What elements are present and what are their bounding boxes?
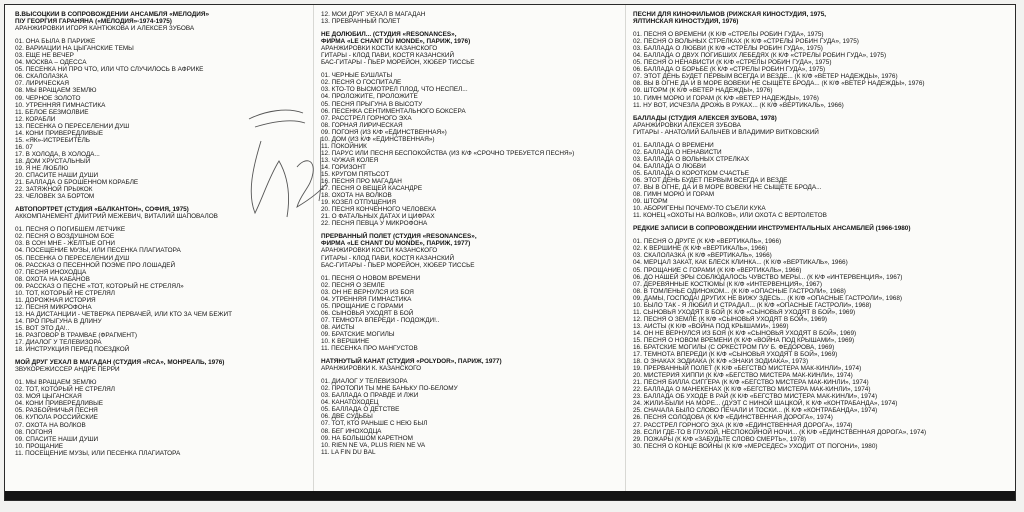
track-item: 05. РАЗБОЙНИЧЬЯ ПЕСНЯ xyxy=(15,407,98,415)
track-item: 03. БАЛЛАДА О ЛЮБВИ (К К/Ф «СТРЕЛЫ РОБИН ГУДА», 1975) xyxy=(633,45,823,53)
track-item: 12. МОЙ ДРУГ УЕХАЛ В МАГАДАН xyxy=(321,11,426,18)
track-item: 03. БАЛЛАДА О ПРАВДЕ И ЛЖИ xyxy=(321,392,419,400)
track-item: 15. ВОТ ЭТО ДА!.. xyxy=(15,324,70,332)
track-item: 07. ЛИРИЧЕСКАЯ xyxy=(15,80,70,88)
track-item: 07. ПЕСНЯ ИНОХОДЦА xyxy=(15,268,87,276)
album-heading: П/У ГЕОРГИЯ ГАРАНЯНА («МЕЛОДИЯ»-1974-1975) xyxy=(15,18,172,26)
track-item: 10. ДОМ (ИЗ К/Ф «ЕДИНСТВЕННАЯ») xyxy=(321,135,435,143)
track-item: 21. ПЕСНЯ БИЛЛА СИГГЕРА (К К/Ф «БЕГСТВО МИСТЕРА МАК-КИНЛИ», 1974) xyxy=(633,379,869,387)
album-section xyxy=(633,11,1009,109)
track-item: 06. РАССКАЗ О ПЕСЕННОЙ ПОЭМЕ ПРО ЛОШАДЕЙ xyxy=(15,261,176,269)
track-item: 06. СЫНОВЬЯ УХОДЯТ В БОЙ xyxy=(321,309,414,317)
track-item: 10. К ВЕРШИНЕ xyxy=(321,338,370,346)
track-item: 01. МЫ ВРАЩАЕМ ЗЕМЛЮ xyxy=(15,379,97,387)
track-list xyxy=(633,31,1009,109)
album-credit: АРАНЖИРОВКИ КОСТИ КАЗАНСКОГО xyxy=(321,247,438,255)
track-item: 10. УТРЕННЯЯ ГИМНАСТИКА xyxy=(15,101,106,109)
fold-line-right xyxy=(625,5,626,500)
track-item: 04. БАЛЛАДА О ДВУХ ПОГИБШИХ ЛЕБЕДЯХ (К К/Ф «СТРЕЛЫ РОБИН ГУДА», 1975) xyxy=(633,52,887,60)
track-item: 27. РАССТРЕЛ ГОРНОГО ЭХА (К К/Ф «ЕДИНСТВЕННАЯ ДОРОГА», 1974) xyxy=(633,421,853,429)
track-item: 03. БАЛЛАДА О ВОЛЬНЫХ СТРЕЛКАХ xyxy=(633,155,750,163)
track-item: 04. ПРОЛОЖИТЕ, ПРОЛОЖИТЕ xyxy=(321,93,418,101)
track-item: 08. БЕГ ИНОХОДЦА xyxy=(321,427,382,435)
track-item: 14. ГОРИЗОНТ xyxy=(321,163,366,171)
track-item: 13. ПЕСЕНКА О ПЕРЕСЕЛЕНИИ ДУШ xyxy=(15,122,130,130)
track-item: 09. НА БОЛЬШОМ КАРЕТНОМ xyxy=(321,434,413,442)
album-credit: ГИТАРЫ - КЛОД ПАВИ, КОСТЯ КАЗАНСКИЙ xyxy=(321,52,455,60)
track-item: 05. ПРОЩАНИЕ С ГОРАМИ xyxy=(321,302,404,310)
track-item: 04. КОНИ ПРИВЕРЕДЛИВЫЕ xyxy=(15,400,104,408)
track-item: 20. СПАСИТЕ НАШИ ДУШИ xyxy=(15,172,99,180)
autograph-signature xyxy=(235,97,335,227)
track-item: 15. «ЯК»-ИСТРЕБИТЕЛЬ xyxy=(15,136,90,144)
album-section xyxy=(321,233,621,352)
track-item: 30. ПЕСНЯ О КОНЦЕ ВОЙНЫ (К К/Ф «МЕРСЕДЕС» УХОДИТ ОТ ПОГОНИ», 1980) xyxy=(633,442,878,450)
track-item: 01. ПЕСНЯ О ДРУГЕ (К К/Ф «ВЕРТИКАЛЬ», 1966) xyxy=(633,238,782,246)
track-item: 26. ПЕСНЯ СОЛОДОВА (К К/Ф «ЕДИНСТВЕННАЯ ДОРОГА», 1974) xyxy=(633,414,833,422)
track-item: 22. ПЕСНЯ ПЕВЦА У МИКРОФОНА xyxy=(321,220,428,228)
track-item: 02. К ВЕРШИНЕ (К К/Ф «ВЕРТИКАЛЬ», 1966) xyxy=(633,245,768,253)
track-item: 02. ПЕСНЯ О ЗЕМЛЕ xyxy=(321,281,385,289)
track-item: 04. МЕРЦАЛ ЗАКАТ, КАК БЛЕСК КЛИНКА... (К К/Ф «ВЕРТИКАЛЬ», 1966) xyxy=(633,259,848,267)
album-section xyxy=(15,206,313,353)
track-item: 11. КОНЕЦ «ОХОТЫ НА ВОЛКОВ», ИЛИ ОХОТА С ВЕРТОЛЕТОВ xyxy=(633,212,827,220)
track-item: 07. ЭТОТ ДЕНЬ БУДЕТ ПЕРВЫМ ВСЕГДА И ВЕЗДЕ... (К К/Ф «ВЕТЕР НАДЕЖДЫ», 1976) xyxy=(633,73,898,81)
track-item: 11. ПОКОЙНИК xyxy=(321,142,367,150)
track-item: 03. В СОН МНЕ - ЖЕЛТЫЕ ОГНИ xyxy=(15,240,116,248)
column-middle xyxy=(321,11,621,462)
track-item: 05. ПЕСЕНКА О ПЕРЕСЕЛЕНИИ ДУШ xyxy=(15,254,130,262)
track-item: 01. ПЕСНЯ О ПОГИБШЕМ ЛЕТЧИКЕ xyxy=(15,226,126,234)
track-item: 13. АИСТЫ (К К/Ф «ВОЙНА ПОД КРЫШАМИ», 1969) xyxy=(633,322,789,330)
track-item: 10. ГИМН МОРЮ И ГОРАМ (К К/Ф «ВЕТЕР НАДЕЖДЫ», 1976) xyxy=(633,94,819,102)
track-list xyxy=(633,142,1009,220)
album-credit: АККОМПАНЕМЕНТ ДМИТРИЙ МЕЖЕВИЧ, ВИТАЛИЙ ШАПОВАЛОВ xyxy=(15,213,218,221)
track-item: 12. ПЕСНЯ О ЗЕМЛЕ (К К/Ф «СЫНОВЬЯ УХОДЯТ В БОЙ», 1969) xyxy=(633,315,828,323)
booklet-spread xyxy=(4,4,1016,501)
track-item: 05. БАЛЛАДА О ДЕТСТВЕ xyxy=(321,406,400,414)
album-heading: РЕДКИЕ ЗАПИСИ В СОПРОВОЖДЕНИИ ИНСТРУМЕНТАЛЬНЫХ АНСАМБЛЕЙ (1966-1980) xyxy=(633,225,911,233)
column-left xyxy=(15,11,313,463)
track-item: 01. БАЛЛАДА О ВРЕМЕНИ xyxy=(633,141,714,149)
album-heading: МОЙ ДРУГ УЕХАЛ В МАГАДАН (СТУДИЯ «RCA», МОНРЕАЛЬ, 1976) xyxy=(15,359,225,367)
album-heading: ПЕСНИ ДЛЯ КИНОФИЛЬМОВ (РИЖСКАЯ КИНОСТУДИЯ, 1975, xyxy=(633,11,827,18)
track-list xyxy=(321,275,621,353)
track-item: 10. АБОРИГЕНЫ ПОЧЕМУ-ТО СЪЕЛИ КУКА xyxy=(633,205,766,213)
album-credit: ГИТАРЫ - АНАТОЛИЙ БАЛЬЧЕВ И ВЛАДИМИР ВИТКОВСКИЙ xyxy=(633,128,819,136)
track-item: 21. О ФАТАЛЬНЫХ ДАТАХ И ЦИФРАХ xyxy=(321,213,435,221)
track-item: 07. РАССТРЕЛ ГОРНОГО ЭХА xyxy=(321,114,412,122)
album-section xyxy=(15,359,313,457)
album-heading: НАТЯНУТЫЙ КАНАТ (СТУДИЯ «POLYDOR», ПАРИЖ, 1977) xyxy=(321,358,502,366)
track-list xyxy=(15,379,313,457)
track-item: 17. ТЕМНОТА ВПЕРЕДИ (К К/Ф «СЫНОВЬЯ УХОДЯТ В БОЙ», 1969) xyxy=(633,351,838,359)
track-item: 03. МОЯ ЦЫГАНСКАЯ xyxy=(15,393,82,401)
track-item: 09. ДАМЫ, ГОСПОДА! ДРУГИХ НЕ ВИЖУ ЗДЕСЬ... (К К/Ф «ОПАСНЫЕ ГАСТРОЛИ», 1968) xyxy=(633,294,903,302)
track-item: 05. ПРОЩАНИЕ С ГОРАМИ (К К/Ф «ВЕРТИКАЛЬ», 1966) xyxy=(633,266,802,274)
track-item: 15. КРУГОМ ПЯТЬСОТ xyxy=(321,170,390,178)
album-heading: НЕ ДОЛЮБИЛ... (СТУДИЯ «RESONANCES», xyxy=(321,31,457,39)
track-item: 06. КУПОЛА РОССИЙСКИЕ xyxy=(15,414,98,422)
album-credit: АРАНЖИРОВКИ К. КАЗАНСКОГО xyxy=(321,365,422,373)
track-item: 04. МОСКВА – ОДЕССА xyxy=(15,59,87,67)
album-credit: БАС-ГИТАРЫ - ПЬЕР МОРЕЙОН, ХЮБЕР ТИССЬЕ xyxy=(321,261,475,269)
track-item: 14. ОН НЕ ВЕРНУЛСЯ ИЗ БОЯ (К К/Ф «СЫНОВЬЯ УХОДЯТ В БОЙ», 1969) xyxy=(633,329,857,337)
track-item: 05. ПЕСЕНКА НИ ПРО ЧТО, ИЛИ ЧТО СЛУЧИЛОСЬ В АФРИКЕ xyxy=(15,66,204,74)
track-list xyxy=(321,11,621,25)
track-item: 06. ДО НАШЕЙ ЭРЫ СОБЛЮДАЛОСЬ ЧУВСТВО МЕРЫ... (К К/Ф «ИНТЕРВЕНЦИЯ», 1967) xyxy=(633,273,903,281)
track-item: 06. ЭТОТ ДЕНЬ БУДЕТ ПЕРВЫМ ВСЕГДА И ВЕЗДЕ xyxy=(633,176,788,184)
track-item: 04. КАНАТОХОДЕЦ xyxy=(321,399,379,407)
bottom-black-band xyxy=(5,491,1015,500)
album-credit: ГИТАРЫ - КЛОД ПАВИ, КОСТЯ КАЗАНСКИЙ xyxy=(321,254,455,262)
track-item: 19. ПРЕРВАННЫЙ ПОЛЕТ (К К/Ф «БЕГСТВО МИСТЕРА МАК-КИНЛИ», 1974) xyxy=(633,365,862,373)
track-item: 08. ВЫ В ОГНЕ ДА И В МОРЕ ВОВЕКИ НЕ СЫЩЕТЕ БРОДА... (К К/Ф «ВЕТЕР НАДЕЖДЫ», 1976) xyxy=(633,80,925,88)
track-item: 04. УТРЕННЯЯ ГИМНАСТИКА xyxy=(321,295,412,303)
track-item: 05. ПЕСНЯ О НЕНАВИСТИ (К К/Ф «СТРЕЛЫ РОБИН ГУДА», 1975) xyxy=(633,59,832,67)
track-item: 14. ПРО ПРЫГУНА В ДЛИНУ xyxy=(15,317,102,325)
track-item: 17. ПЕСНЯ О ВЕЩЕЙ КАСАНДРЕ xyxy=(321,185,423,193)
track-item: 20. ПЕСНЯ КОНЧЕННОГО ЧЕЛОВЕКА xyxy=(321,206,437,214)
track-item: 09. ШТОРМ (К К/Ф «ВЕТЕР НАДЕЖДЫ», 1976) xyxy=(633,87,773,95)
track-item: 01. ПЕСНЯ О НОВОМ ВРЕМЕНИ xyxy=(321,274,421,282)
track-item: 04. ПОСЕЩЕНИЕ МУЗЫ, ИЛИ ПЕСЕНКА ПЛАГИАТОРА xyxy=(15,247,181,255)
track-item: 08. ГОРНАЯ ЛИРИЧЕСКАЯ xyxy=(321,121,403,129)
track-list xyxy=(321,72,621,227)
track-item: 09. ШТОРМ xyxy=(633,198,668,206)
track-item: 24. ЖИЛИ-БЫЛИ НА МОРЕ... (ДУЭТ С НИНОЙ ШАЦКОЙ, К К/Ф «КОНТРАБАНДА», 1974) xyxy=(633,400,898,408)
track-item: 14. КОНИ ПРИВЕРЕДЛИВЫЕ xyxy=(15,129,104,137)
track-item: 10. ТОТ, КОТОРЫЙ НЕ СТРЕЛЯЛ xyxy=(15,289,115,297)
track-item: 16. БРАТСКИЕ МОГИЛЫ (С ОРКЕСТРОМ П/У Б. ФЕДОРОВА, 1969) xyxy=(633,344,835,352)
album-section xyxy=(321,358,621,456)
track-item: 10. RIEN NE VA, PLUS RIEN NE VA xyxy=(321,441,426,449)
track-item: 07. ДЕРЕВЯННЫЕ КОСТЮМЫ (К К/Ф «ИНТЕРВЕНЦИЯ», 1967) xyxy=(633,280,822,288)
track-item: 09. ПОГОНЯ (ИЗ К/Ф «ЕДИНСТВЕННАЯ») xyxy=(321,128,447,136)
track-item: 11. LA FIN DU BAL xyxy=(321,448,376,456)
track-item: 06. БАЛЛАДА О БОРЬБЕ (К К/Ф «СТРЕЛЫ РОБИН ГУДА», 1975) xyxy=(633,66,826,74)
album-heading: В.ВЫСОЦКИЙ В СОПРОВОЖДЕНИИ АНСАМБЛЯ «МЕЛОДИЯ» xyxy=(15,11,210,18)
track-item: 10. БЫЛО ТАК - Я ЛЮБИЛ И СТРАДАЛ... (К К/Ф «ОПАСНЫЕ ГАСТРОЛИ», 1968) xyxy=(633,301,872,309)
track-item: 22. БАЛЛАДА О МАНЕКЕНАХ (К К/Ф «БЕГСТВО МИСТЕРА МАК-КИНЛИ», 1974) xyxy=(633,386,871,394)
track-item: 23. БАЛЛАДА ОБ УХОДЕ В РАЙ (К К/Ф «БЕГСТВО МИСТЕРА МАК-КИНЛИ», 1974) xyxy=(633,393,878,401)
track-item: 02. ПЕСНЯ О ВОЗДУШНОМ БОЕ xyxy=(15,233,115,241)
track-item: 25. СНАЧАЛА БЫЛО СЛОВО ПЕЧАЛИ И ТОСКИ... (К К/Ф «КОНТРАБАНДА», 1974) xyxy=(633,407,878,415)
album-section xyxy=(321,11,621,25)
fold-line-left xyxy=(313,5,314,500)
track-item: 07. ВЫ В ОГНЕ, ДА И В МОРЕ ВОВЕКИ НЕ СЫЩЕТЕ БРОДА... xyxy=(633,184,822,192)
album-credit: АРАНЖИРОВКИ АЛЕКСЕЯ ЗУБОВА xyxy=(633,121,741,129)
track-item: 08. МЫ ВРАЩАЕМ ЗЕМЛЮ xyxy=(15,87,97,95)
track-item: 16. ПЕСНЯ ПРО МАГАДАН xyxy=(321,178,402,186)
track-item: 18. ОХОТА НА ВОЛКОВ xyxy=(321,192,392,200)
track-item: 22. ЗАТЯЖНОЙ ПРЫЖОК xyxy=(15,186,93,194)
album-heading: АВТОПОРТРЕТ (СТУДИЯ «БАЛКАНТОН», СОФИЯ, 1975) xyxy=(15,206,189,214)
track-item: 12. КОРАБЛИ xyxy=(15,115,56,123)
album-section xyxy=(321,31,621,227)
track-item: 03. СКАЛОЛАЗКА (К К/Ф «ВЕРТИКАЛЬ», 1966) xyxy=(633,252,772,260)
track-item: 02. БАЛЛАДА О НЕНАВИСТИ xyxy=(633,148,722,156)
track-item: 02. ПЕСНЯ О ВОЛЬНЫХ СТРЕЛКАХ (К К/Ф «СТРЕЛЫ РОБИН ГУДА», 1975) xyxy=(633,38,859,46)
track-item: 07. ТОТ, КТО РАНЬШЕ С НЕЮ БЫЛ xyxy=(321,420,428,428)
album-credit: АРАНЖИРОВКИ КОСТИ КАЗАНСКОГО xyxy=(321,45,438,53)
track-item: 02. ПЕСНЯ О ГОСПИТАЛЕ xyxy=(321,79,402,87)
track-item: 08. ПОГОНЯ xyxy=(15,428,53,436)
track-item: 17. В ХОЛОДА, В ХОЛОДА... xyxy=(15,150,100,158)
track-item: 10. ПРОЩАНИЕ xyxy=(15,442,64,450)
album-section xyxy=(633,115,1009,220)
track-item: 23. ЧЕЛОВЕК ЗА БОРТОМ xyxy=(15,193,95,201)
track-item: 03. КТО-ТО ВЫСМОТРЕЛ ПЛОД, ЧТО НЕСПЕЛ... xyxy=(321,86,468,94)
track-item: 18. О ЗНАКАХ ЗОДИАКА (К К/Ф «ЗНАКИ ЗОДИАКА», 1973) xyxy=(633,358,809,366)
album-heading: БАЛЛАДЫ (СТУДИЯ АЛЕКСЕЯ ЗУБОВА, 1978) xyxy=(633,114,777,122)
track-item: 09. РАССКАЗ О ПЕСНЕ «ТОТ, КОТОРЫЙ НЕ СТРЕЛЯЛ» xyxy=(15,282,184,290)
track-item: 09. БРАТСКИЕ МОГИЛЫ xyxy=(321,330,395,338)
track-item: 04. БАЛЛАДА О ЛЮБВИ xyxy=(633,162,706,170)
track-item: 05. ПЕСНЯ ПРЫГУНА В ВЫСОТУ xyxy=(321,100,423,108)
track-item: 12. ПЕСНЯ МИКРОФОНА xyxy=(15,303,92,311)
album-heading: ЯЛТИНСКАЯ КИНОСТУДИЯ, 1976) xyxy=(633,18,739,26)
track-item: 08. АИСТЫ xyxy=(321,323,355,331)
track-item: 11. НУ ВОТ, ИСЧЕЗЛА ДРОЖЬ В РУКАХ... (К К/Ф «ВЕРТИКАЛЬ», 1966) xyxy=(633,101,844,109)
track-item: 09. СПАСИТЕ НАШИ ДУШИ xyxy=(15,435,99,443)
track-list xyxy=(15,226,313,353)
track-item: 02. ВАРИАЦИИ НА ЦЫГАНСКИЕ ТЕМЫ xyxy=(15,45,134,53)
album-credit: ЗВУКОРЕЖИССЕР АНДРЕ ПЕРРИ xyxy=(15,366,120,374)
track-list xyxy=(633,238,1009,449)
track-item: 21. БАЛЛАДА О БРОШЕННОМ КОРАБЛЕ xyxy=(15,179,139,187)
track-item: 02. ПРОТОПИ ТЫ МНЕ БАНЬКУ ПО-БЕЛОМУ xyxy=(321,385,458,393)
track-item: 13. ПРЕВРАННЫЙ ПОЛЕТ xyxy=(321,18,401,26)
track-item: 11. БЕЛОЕ БЕЗМОЛВИЕ xyxy=(15,108,89,116)
track-item: 08. ОХОТА НА КАБАНОВ xyxy=(15,275,90,283)
track-item: 16. 07 xyxy=(15,143,33,151)
track-item: 03. ОН НЕ ВЕРНУЛСЯ ИЗ БОЯ xyxy=(321,288,414,296)
track-item: 11. СЫНОВЬЯ УХОДЯТ В БОЙ (К К/Ф «СЫНОВЬЯ УХОДЯТ В БОЙ», 1969) xyxy=(633,308,856,316)
track-item: 02. ТОТ, КОТОРЫЙ НЕ СТРЕЛЯЛ xyxy=(15,386,115,394)
track-item: 06. ПЕСЕНКА СЕНТИМЕНТАЛЬНОГО БОКСЕРА xyxy=(321,107,466,115)
track-item: 12. ПАРУС ИЛИ ПЕСНЯ БЕСПОКОЙСТВА (ИЗ К/Ф «СРОЧНО ТРЕБУЕТСЯ ПЕСНЯ») xyxy=(321,149,575,157)
track-item: 11. ДОРОЖНАЯ ИСТОРИЯ xyxy=(15,296,96,304)
track-item: 19. Я НЕ ЛЮБЛЮ xyxy=(15,164,69,172)
album-credit: АРАНЖИРОВКИ ИГОРЯ КАНТЮКОВА И АЛЕКСЕЯ ЗУБОВА xyxy=(15,25,195,33)
track-item: 01. ЧЕРНЫЕ БУШЛАТЫ xyxy=(321,72,393,80)
album-heading: ФИРМА «LE CHANT DU MONDE», ПАРИЖ, 1977) xyxy=(321,240,471,248)
column-right xyxy=(633,11,1009,456)
track-item: 03. ЕЩЕ НЕ ВЕЧЕР xyxy=(15,52,74,60)
album-heading: ПРЕРВАННЫЙ ПОЛЕТ (СТУДИЯ «RESONANCES», xyxy=(321,233,477,241)
track-item: 01. ПЕСНЯ О ВРЕМЕНИ (К К/Ф «СТРЕЛЫ РОБИН ГУДА», 1975) xyxy=(633,31,824,39)
track-item: 06. СКАЛОЛАЗКА xyxy=(15,73,68,81)
track-item: 19. КОЗЕЛ ОТПУЩЕНИЯ xyxy=(321,199,396,207)
track-item: 05. БАЛЛАДА О КОРОТКОМ СЧАСТЬЕ xyxy=(633,169,749,177)
track-item: 01. ОНА БЫЛА В ПАРИЖЕ xyxy=(15,38,96,46)
track-item: 07. ТЕМНОТА ВПЕРЕДИ - ПОДОЖДИ!.. xyxy=(321,316,440,324)
album-heading: ФИРМА «LE CHANT DU MONDE», ПАРИЖ, 1976) xyxy=(321,38,471,46)
track-item: 18. ДОМ ХРУСТАЛЬНЫЙ xyxy=(15,157,91,165)
track-list xyxy=(321,378,621,456)
track-item: 17. ДИАЛОГ У ТЕЛЕВИЗОРА xyxy=(15,339,102,347)
track-item: 08. ГИМН МОРЮ И ГОРАМ xyxy=(633,191,715,199)
track-item: 07. ОХОТА НА ВОЛКОВ xyxy=(15,421,86,429)
track-item: 08. В ТОМЛЕНЬЕ ОДИНОКОМ... (К К/Ф «ОПАСНЫЕ ГАСТРОЛИ», 1968) xyxy=(633,287,846,295)
track-item: 01. ДИАЛОГ У ТЕЛЕВИЗОРА xyxy=(321,378,408,386)
track-item: 18. ИНСТРУКЦИЯ ПЕРЕД ПОЕЗДКОЙ xyxy=(15,346,130,354)
track-item: 20. МИСТЕРИЯ ХИППИ (К К/Ф «БЕГСТВО МИСТЕРА МАК-КИНЛИ», 1974) xyxy=(633,372,853,380)
track-item: 13. ЧУЖАЯ КОЛЕЯ xyxy=(321,156,379,164)
track-item: 09. ЧЕРНОЕ ЗОЛОТО xyxy=(15,94,81,102)
track-item: 06. ДВЕ СУДЬБЫ xyxy=(321,413,373,421)
track-item: 15. ПЕСНЯ О НОВОМ ВРЕМЕНИ (К К/Ф «ВОЙНА ПОД КРЫШАМИ», 1969) xyxy=(633,336,855,344)
track-item: 28. ЕСЛИ ГДЕ-ТО В ГЛУХОЙ, НЕСПОКОЙНОЙ НОЧИ... (К К/Ф «ЕДИНСТВЕННАЯ ДОРОГА», 1974) xyxy=(633,428,927,436)
track-item: 16. РАЗГОВОР В ТРАМВАЕ (ФРАГМЕНТ) xyxy=(15,332,138,340)
track-item: 11. ПЕСЕНКА ПРО МАНГУСТОВ xyxy=(321,345,418,353)
album-credit: БАС-ГИТАРЫ - ПЬЕР МОРЕЙОН, ХЮБЕР ТИССЬЕ xyxy=(321,59,475,67)
track-item: 11. ПОСЕЩЕНИЕ МУЗЫ, ИЛИ ПЕСЕНКА ПЛАГИАТОРА xyxy=(15,449,181,457)
album-section xyxy=(633,225,1009,449)
track-item: 29. ПОЖАРЫ (К К/Ф «ЗАБУДЬТЕ СЛОВО СМЕРТЬ», 1978) xyxy=(633,435,807,443)
track-item: 13. НА ДИСТАНЦИИ - ЧЕТВЕРКА ПЕРВАЧЕЙ, ИЛИ КТО ЗА ЧЕМ БЕЖИТ xyxy=(15,310,232,318)
